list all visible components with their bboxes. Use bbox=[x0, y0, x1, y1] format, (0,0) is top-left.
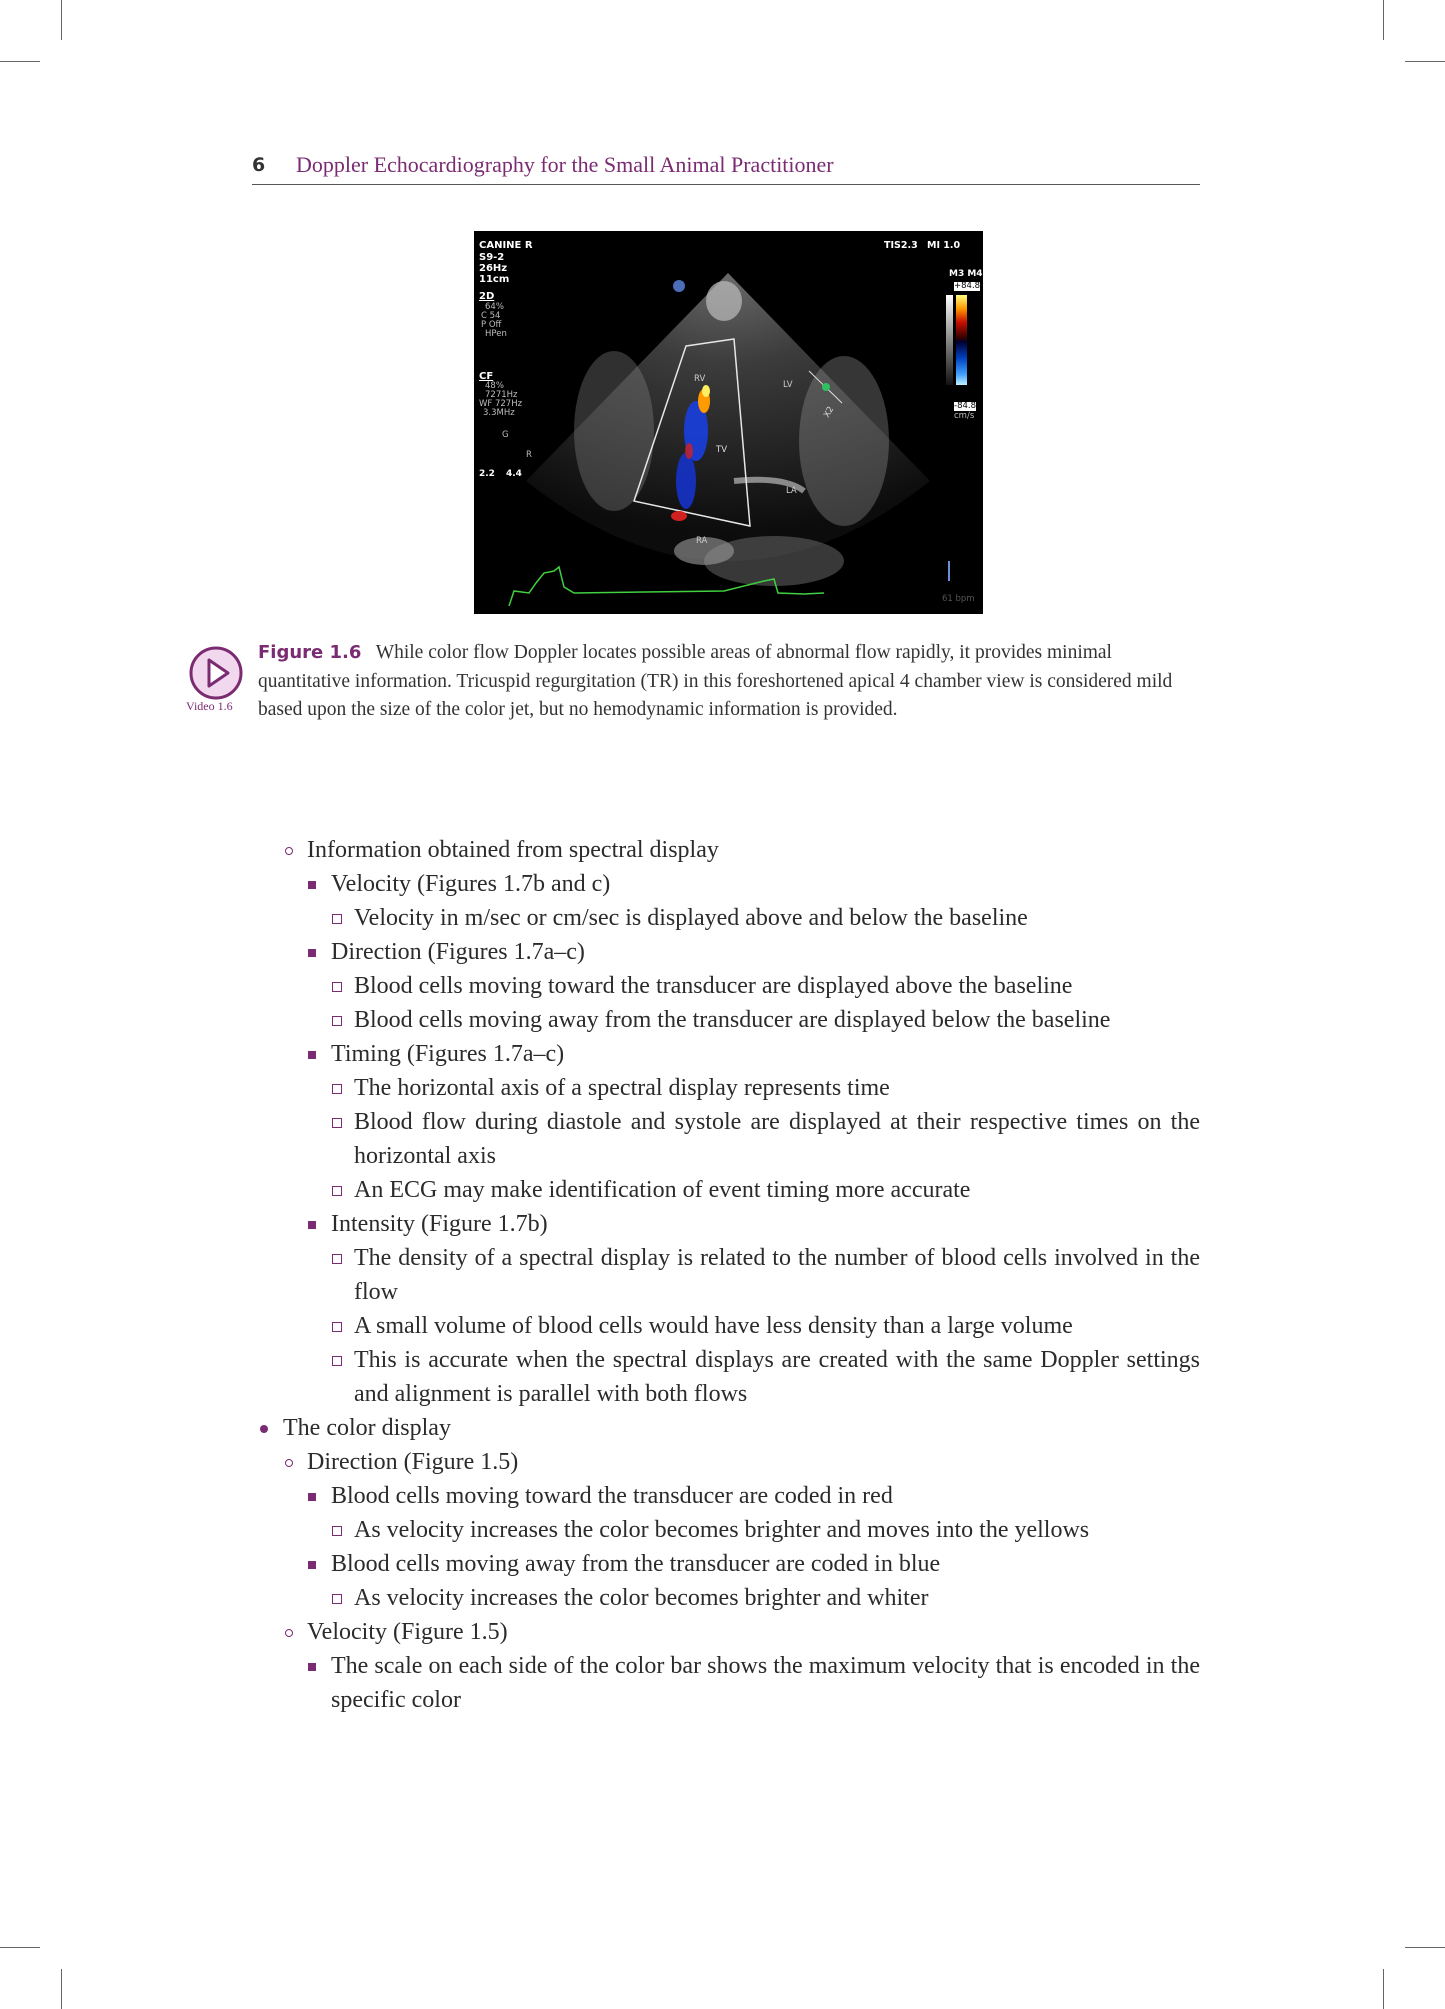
bullet-marker bbox=[285, 847, 293, 855]
overlay-comp: C 54 bbox=[481, 311, 501, 321]
overlay-scale-left: 2.2 bbox=[479, 469, 495, 479]
running-title: Doppler Echocardiography for the Small Animal Practitioner bbox=[296, 152, 834, 177]
overlay-prf: 7271Hz bbox=[485, 390, 518, 400]
overlay-hpen: HPen bbox=[485, 329, 507, 339]
bullet-marker bbox=[308, 1561, 316, 1569]
figure-caption-text: While color flow Doppler locates possible areas of abnormal flow rapidly, it provides minimal quantitative information. Tricuspid regurgitation (TR) in this foreshortened apical 4 chamber view is considered mild based upon the size of the color jet, but no hemodynamic information is provided. bbox=[258, 642, 1173, 720]
bullet-marker bbox=[260, 1425, 268, 1433]
list-item: The color display bbox=[283, 1415, 451, 1441]
list-item: As velocity increases the color becomes brighter and moves into the yellows bbox=[354, 1517, 1090, 1543]
bullet-marker bbox=[308, 949, 316, 957]
overlay-mi: MI 1.0 bbox=[927, 240, 961, 251]
overlay-depth: 11cm bbox=[479, 274, 510, 285]
overlay-g: G bbox=[502, 430, 509, 440]
overlay-cf-freq: 3.3MHz bbox=[483, 408, 515, 418]
list-item: Timing (Figures 1.7a–c) bbox=[331, 1041, 565, 1067]
list-item: Blood cells moving toward the transducer are coded in red bbox=[331, 1483, 893, 1509]
list-item: Blood flow during diastole and systole are displayed at their respective times on the horizontal axis bbox=[354, 1109, 1200, 1169]
video-label[interactable]: Video 1.6 bbox=[186, 699, 233, 713]
running-header bbox=[252, 152, 1200, 185]
crop-mark bbox=[1405, 61, 1445, 62]
bullet-marker bbox=[308, 1051, 316, 1059]
bullet-marker bbox=[308, 881, 316, 889]
overlay-r: R bbox=[526, 450, 532, 460]
crop-mark bbox=[1383, 1969, 1384, 2009]
figure-label: Figure 1.6 bbox=[258, 642, 362, 663]
crop-mark bbox=[61, 1969, 62, 2009]
echo-graphic bbox=[474, 231, 983, 614]
bullet-marker bbox=[332, 1186, 342, 1196]
overlay-bpm: 61 bpm bbox=[942, 594, 975, 604]
bullet-marker bbox=[308, 1493, 316, 1501]
list-item: This is accurate when the spectral displays are created with the same Doppler settings and alignment is parallel with both flows bbox=[354, 1347, 1200, 1407]
overlay-ra: RA bbox=[696, 536, 708, 546]
overlay-vel-bottom: -84.8 bbox=[954, 401, 976, 411]
overlay-scale-right: 4.4 bbox=[506, 469, 522, 479]
list-item: Intensity (Figure 1.7b) bbox=[331, 1211, 548, 1237]
bullet-marker bbox=[332, 982, 342, 992]
overlay-mode-cf: CF bbox=[479, 371, 494, 382]
list-item: A small volume of blood cells would have less density than a large volume bbox=[354, 1313, 1073, 1339]
bullet-marker bbox=[332, 1084, 342, 1094]
list-item: Direction (Figure 1.5) bbox=[307, 1449, 519, 1475]
bullet-marker bbox=[285, 1629, 293, 1637]
overlay-tis: TIS2.3 bbox=[884, 240, 918, 251]
video-play-icon[interactable] bbox=[188, 645, 244, 701]
bullet-marker bbox=[332, 1356, 342, 1366]
list-item: Direction (Figures 1.7a–c) bbox=[331, 939, 585, 965]
bullet-marker bbox=[285, 1459, 293, 1467]
overlay-gain-2d: 64% bbox=[485, 302, 504, 312]
list-item: As velocity increases the color becomes brighter and whiter bbox=[354, 1585, 929, 1611]
overlay-species: CANINE R bbox=[479, 240, 533, 251]
echo-image bbox=[474, 231, 983, 614]
overlay-lv: LV bbox=[783, 380, 793, 390]
overlay-tv: TV bbox=[716, 445, 728, 455]
list-item: The scale on each side of the color bar shows the maximum velocity that is encoded in the specific color bbox=[331, 1653, 1200, 1713]
overlay-rv: RV bbox=[694, 374, 706, 384]
list-item: The horizontal axis of a spectral display represents time bbox=[354, 1075, 890, 1101]
bullet-marker bbox=[332, 1118, 342, 1128]
overlay-la: LA bbox=[786, 486, 797, 496]
list-item: Velocity in m/sec or cm/sec is displayed above and below the baseline bbox=[354, 905, 1028, 931]
overlay-m-label: M3 M4 bbox=[949, 269, 983, 279]
bullet-marker bbox=[332, 914, 342, 924]
overlay-persist: P Off bbox=[481, 320, 502, 330]
overlay-vel-top: +84.8 bbox=[954, 281, 981, 291]
overlay-vel-unit: cm/s bbox=[954, 411, 975, 421]
crop-mark bbox=[0, 61, 40, 62]
figure-caption bbox=[258, 639, 1188, 725]
crop-mark bbox=[1405, 1947, 1445, 1948]
overlay-cf-gain: 48% bbox=[485, 381, 504, 391]
bullet-marker bbox=[332, 1594, 342, 1604]
crop-mark bbox=[61, 0, 62, 40]
overlay-wf: WF 727Hz bbox=[479, 399, 523, 409]
list-item: Blood cells moving away from the transducer are coded in blue bbox=[331, 1551, 941, 1577]
list-item: Velocity (Figure 1.5) bbox=[307, 1619, 508, 1645]
crop-mark bbox=[1383, 0, 1384, 40]
bullet-marker bbox=[308, 1221, 316, 1229]
overlay-frame-rate: 26Hz bbox=[479, 263, 508, 274]
list-item: Information obtained from spectral display bbox=[307, 837, 719, 863]
list-item: Velocity (Figures 1.7b and c) bbox=[331, 871, 611, 897]
crop-mark bbox=[0, 1947, 40, 1948]
overlay-probe: S9-2 bbox=[479, 252, 505, 263]
list-item: The density of a spectral display is related to the number of blood cells involved in the flow bbox=[354, 1245, 1200, 1305]
bullet-marker bbox=[332, 1322, 342, 1332]
page-number: 6 bbox=[252, 154, 266, 176]
bullet-marker bbox=[308, 1663, 316, 1671]
bullet-marker bbox=[332, 1526, 342, 1536]
overlay-mode-2d: 2D bbox=[479, 291, 495, 302]
overlay-x2: X2 bbox=[822, 404, 837, 420]
list-item: Blood cells moving away from the transducer are displayed below the baseline bbox=[354, 1007, 1111, 1033]
bullet-marker bbox=[332, 1254, 342, 1264]
list-item: Blood cells moving toward the transducer are displayed above the baseline bbox=[354, 973, 1073, 999]
bullet-marker bbox=[332, 1016, 342, 1026]
list-item: An ECG may make identification of event timing more accurate bbox=[354, 1177, 971, 1203]
